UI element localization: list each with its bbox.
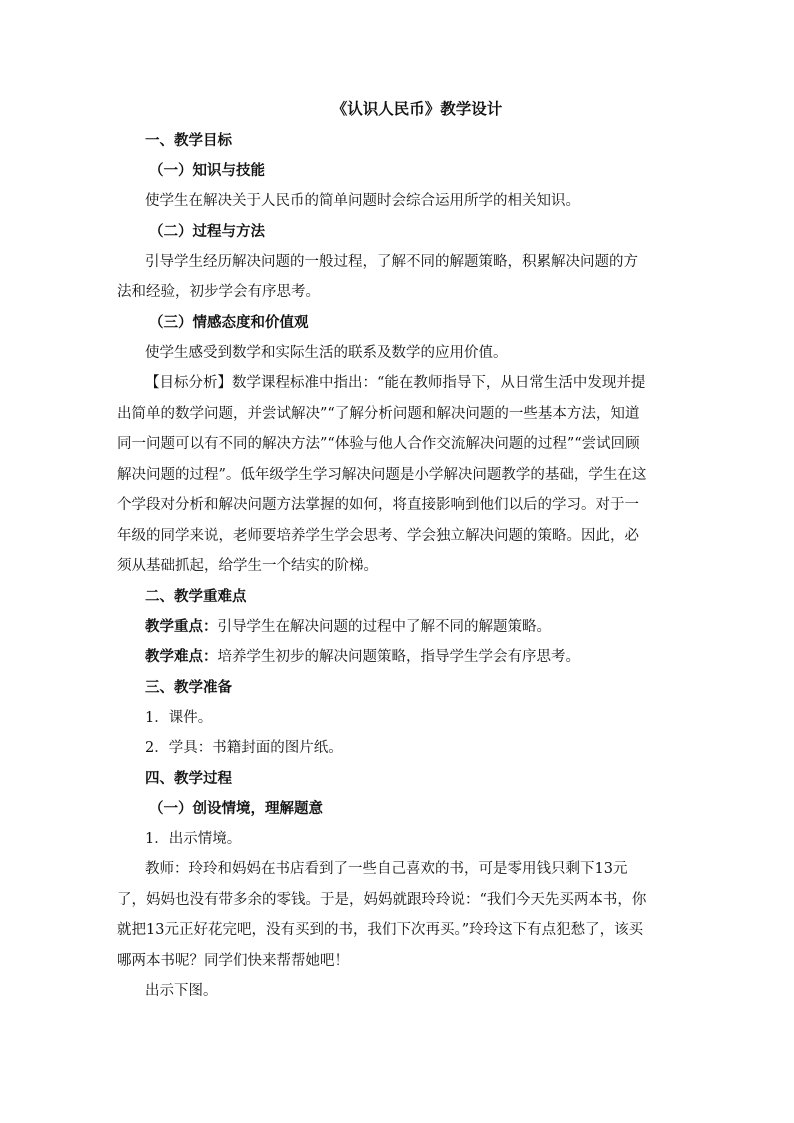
paragraph-teacher: 教师：玲玲和妈妈在书店看到了一些自己喜欢的书，可是零用钱只剩下13元了，妈妈也没有带多余的零钱。于是，妈妈就跟玲玲说：“我们今天先买两本书，你就把13元正好花完吧，没有买到的书，我们下次再买。”玲玲这下有点犯愁了，该买哪两本书呢？同学们快来帮帮她吧！ [117, 861, 647, 969]
list-item-step-1: 1．出示情境。 [145, 830, 242, 847]
list-item-prep-1: 1．课件。 [145, 709, 213, 726]
paragraph-attitude: 使学生感受到数学和实际生活的联系及数学的应用价值。 [145, 344, 508, 361]
paragraph-knowledge: 使学生在解决关于人民币的简单问题时会综合运用所学的相关知识。 [145, 193, 580, 209]
paragraph-show-figure: 出示下图。 [145, 983, 218, 999]
difficult-point-label: 教学难点： [145, 649, 218, 665]
subheading-create-situation: （一）创设情境，理解题意 [149, 800, 323, 817]
section-heading-process: 四、教学过程 [145, 770, 232, 787]
paragraph-key-point [145, 612, 674, 643]
key-point-text: 引导学生在解决问题的过程中了解不同的解题策略。 [217, 618, 551, 635]
paragraph-objective-analysis: 【目标分析】数学课程标准中指出：“能在教师指导下，从日常生活中发现并提出简单的数学问题，并尝试解决”“了解分析问题和解决问题的一些基本方法，知道同一问题可以有不同的解决方法”“体验与他人合作交流解决问题的过程”“尝试回顾解决问题的过程”。低年级学生学习解决问题是小学解决问题教学的基础，学生在这个学段对分析和解决问题方法掌握的如何，将直接影响到他们以后的学习。对于一年级的同学来说，老师要培养学生学会思考、学会独立解决问题的策略。因此，必须从基础抓起，给学生一个结实的阶梯。 [117, 375, 647, 574]
subheading-process: （二）过程与方法 [149, 223, 265, 240]
section-heading-key-points: 二、教学重难点 [145, 588, 247, 605]
section-heading-objectives: 一、教学目标 [145, 133, 232, 149]
key-point-label: 教学重点： [145, 618, 218, 635]
document-title: 《认识人民币》教学设计 [331, 99, 503, 118]
difficult-point-text: 培养学生初步的解决问题策略，指导学生学会有序思考。 [217, 649, 580, 665]
subheading-attitude: （三）情感态度和价值观 [149, 314, 309, 331]
section-heading-preparation: 三、教学准备 [145, 679, 232, 696]
paragraph-difficult-point [145, 642, 674, 673]
subheading-knowledge: （一）知识与技能 [149, 163, 265, 179]
paragraph-process: 引导学生经历解决问题的一般过程，了解不同的解题策略，积累解决问题的方法和经验，初步学会有序思考。 [117, 253, 638, 300]
list-item-prep-2: 2．学具：书籍封面的图片纸。 [145, 740, 343, 756]
